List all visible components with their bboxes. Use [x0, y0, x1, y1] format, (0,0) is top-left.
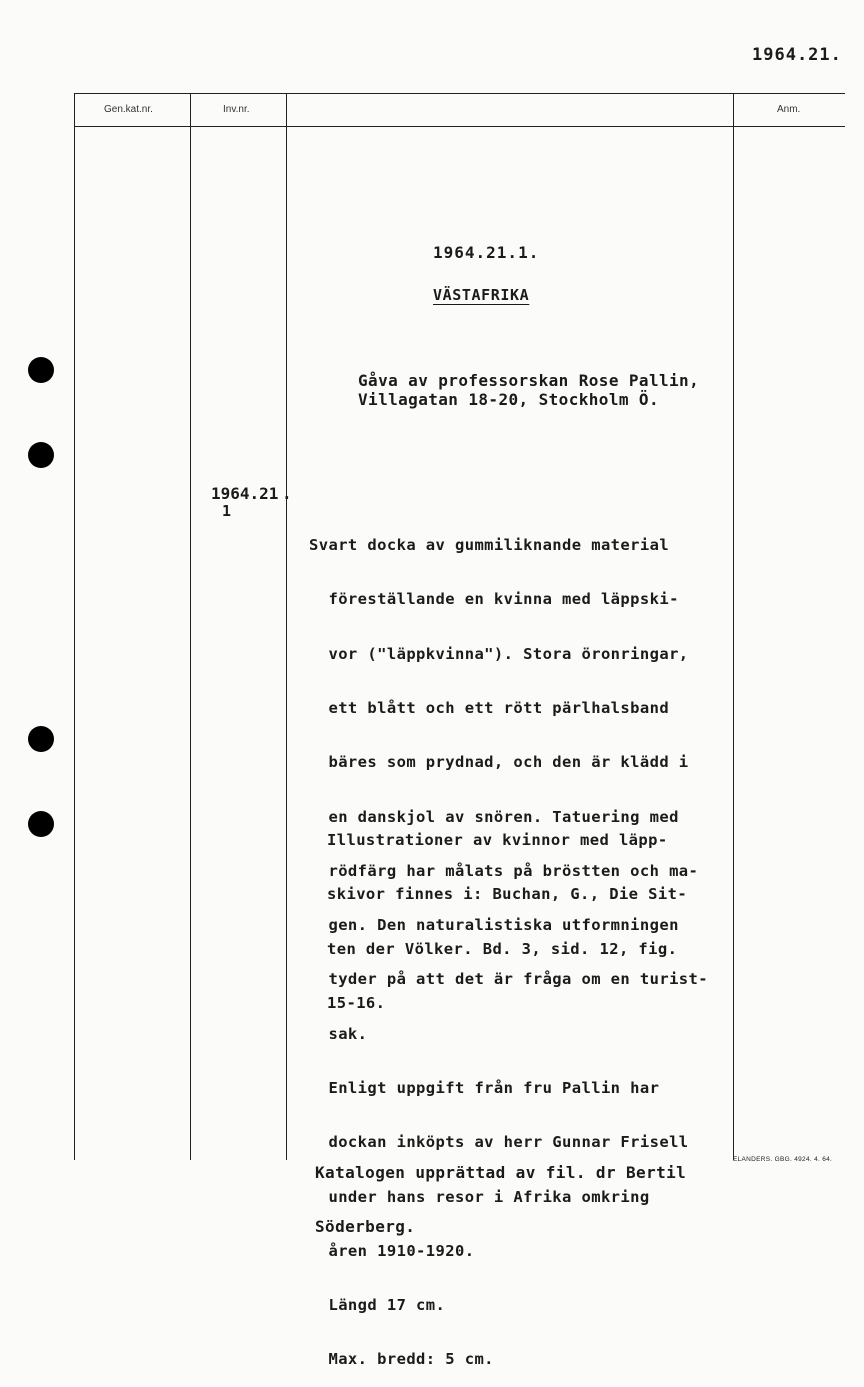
- description-line: Enligt uppgift från fru Pallin har: [309, 1079, 660, 1097]
- punch-hole-3: [28, 726, 54, 752]
- column-divider-1: [190, 93, 191, 1160]
- illustrations-line: skivor finnes i: Buchan, G., Die Sit-: [327, 885, 688, 904]
- description-line: Längd 17 cm.: [309, 1296, 446, 1315]
- description-line: föreställande en kvinna med läppski-: [309, 590, 679, 609]
- cataloger-line: Katalogen upprättad av fil. dr Bertil: [315, 1163, 687, 1183]
- description-line: Max. bredd: 5 cm.: [309, 1350, 494, 1369]
- description-line: en danskjol av snören. Tatuering med: [309, 807, 679, 826]
- column-header-gen-kat: Gen.kat.nr.: [104, 104, 153, 115]
- inventory-number: 1964.21: [211, 484, 279, 503]
- inventory-number-dot: .: [282, 484, 292, 503]
- description-line: gen. Den naturalistiska utformningen: [309, 916, 679, 935]
- entry-number-heading: 1964.21.1.: [433, 243, 540, 262]
- column-header-anm: Anm.: [777, 104, 801, 115]
- description-line: vor ("läppkvinna"). Stora öronringar,: [309, 644, 689, 663]
- description-line: tyder på att det är fråga om en turist-: [309, 970, 709, 989]
- description-line: Svart docka av gummiliknande material: [309, 536, 670, 555]
- region-heading: VÄSTAFRIKA: [433, 286, 530, 304]
- column-divider-2: [286, 93, 287, 1160]
- description-line: sak.: [309, 1024, 368, 1043]
- illustrations-line: 15-16.: [327, 994, 386, 1013]
- description-line: dockan inköpts av herr Gunnar Frisell: [309, 1133, 689, 1152]
- donor-line-1: Gåva av professorskan Rose Pallin,: [358, 371, 700, 390]
- left-border: [74, 93, 75, 1160]
- illustrations-line: Illustrationer av kvinnor med läpp-: [327, 831, 668, 850]
- column-header-inv: Inv.nr.: [223, 104, 250, 115]
- punch-hole-1: [28, 357, 54, 383]
- punch-hole-2: [28, 442, 54, 468]
- punch-hole-4: [28, 811, 54, 837]
- description-line: ett blått och ett rött pärlhalsband: [309, 699, 670, 718]
- description-line: rödfärg har målats på bröstten och ma-: [309, 861, 699, 880]
- cataloger-note: [315, 1128, 686, 1255]
- printer-mark: ELANDERS. GBG. 4924. 4. 64.: [733, 1156, 833, 1163]
- inventory-subnumber: 1: [222, 502, 232, 520]
- column-divider-3: [733, 93, 734, 1160]
- description-line: åren 1910-1920.: [309, 1241, 475, 1260]
- catalog-number: 1964.21.: [752, 45, 842, 65]
- illustrations-line: ten der Völker. Bd. 3, sid. 12, fig.: [327, 939, 678, 958]
- description-line: under hans resor i Afrika omkring: [309, 1187, 650, 1206]
- donor-line-2: Villagatan 18-20, Stockholm Ö.: [358, 390, 659, 409]
- description-line: bäres som prydnad, och den är klädd i: [309, 753, 689, 772]
- cataloger-line: Söderberg.: [315, 1217, 416, 1237]
- illustrations-reference: [327, 795, 687, 1030]
